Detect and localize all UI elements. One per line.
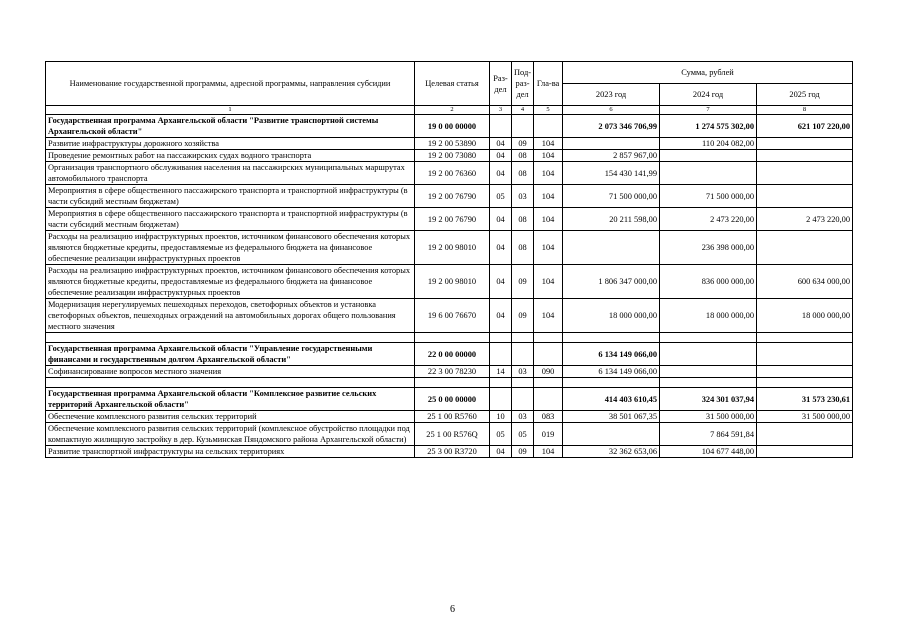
header-row xyxy=(46,62,853,84)
subsidy-name: Проведение ремонтных работ на пассажирских судах водного транспорта xyxy=(46,150,415,162)
section-code: 04 xyxy=(490,299,512,333)
empty-cell xyxy=(490,333,512,343)
header-year-2023: 2023 год xyxy=(563,84,660,106)
header-year-2025: 2025 год xyxy=(757,84,853,106)
section-code: 04 xyxy=(490,150,512,162)
sum-2024 xyxy=(660,150,757,162)
table-row xyxy=(46,265,853,299)
program-sum-2025 xyxy=(757,343,853,366)
subsidy-name: Расходы на реализацию инфраструктурных проектов, источником финансового обеспечения которых являются бюджетные кредиты, предоставляемые из федерального бюджета на финансовое обеспечение реализации инфраструктурных проектов xyxy=(46,265,415,299)
table-body xyxy=(46,62,853,458)
subsidy-name: Модернизация нерегулируемых пешеходных переходов, светофорных объектов и установка светофорных объектов, пешеходных ограждений на автомобильных дорогах общего пользования местного значения xyxy=(46,299,415,333)
sum-2024: 104 677 448,00 xyxy=(660,446,757,458)
sum-2024 xyxy=(660,366,757,378)
empty-cell xyxy=(660,378,757,388)
program-row xyxy=(46,388,853,411)
table-row xyxy=(46,208,853,231)
column-number-row xyxy=(46,106,853,115)
empty-cell xyxy=(534,333,563,343)
program-subsection xyxy=(512,115,534,138)
target-code: 19 2 00 73080 xyxy=(415,150,490,162)
col-number: 4 xyxy=(512,106,534,115)
subsection-code: 08 xyxy=(512,162,534,185)
chapter-code: 104 xyxy=(534,185,563,208)
sum-2025 xyxy=(757,162,853,185)
empty-cell xyxy=(757,333,853,343)
sum-2023: 38 501 067,35 xyxy=(563,411,660,423)
subsection-code: 09 xyxy=(512,265,534,299)
col-number: 1 xyxy=(46,106,415,115)
program-sum-2024: 1 274 575 302,00 xyxy=(660,115,757,138)
header-target: Целевая статья xyxy=(415,62,490,106)
program-name: Государственная программа Архангельской области "Развитие транспортной системы Архангельской области" xyxy=(46,115,415,138)
subsidy-name: Организация транспортного обслуживания населения на пассажирских муниципальных маршрутах автомобильного транспорта xyxy=(46,162,415,185)
table-row xyxy=(46,423,853,446)
sum-2023: 2 857 967,00 xyxy=(563,150,660,162)
section-code: 04 xyxy=(490,265,512,299)
section-code: 04 xyxy=(490,446,512,458)
program-sum-2024: 324 301 037,94 xyxy=(660,388,757,411)
chapter-code: 104 xyxy=(534,138,563,150)
header-subsection: Под-раз-дел xyxy=(512,62,534,106)
header-sum: Сумма, рублей xyxy=(563,62,853,84)
header-section: Раз-дел xyxy=(490,62,512,106)
sum-2024 xyxy=(660,162,757,185)
program-row xyxy=(46,115,853,138)
sum-2024: 236 398 000,00 xyxy=(660,231,757,265)
page-number: 6 xyxy=(450,604,455,615)
sum-2025: 2 473 220,00 xyxy=(757,208,853,231)
col-number: 7 xyxy=(660,106,757,115)
table-row xyxy=(46,299,853,333)
chapter-code: 104 xyxy=(534,162,563,185)
sum-2025 xyxy=(757,150,853,162)
sum-2024: 71 500 000,00 xyxy=(660,185,757,208)
subsection-code: 08 xyxy=(512,208,534,231)
budget-table xyxy=(45,61,853,458)
program-subsection xyxy=(512,388,534,411)
empty-cell xyxy=(46,333,415,343)
empty-cell xyxy=(534,378,563,388)
col-number: 2 xyxy=(415,106,490,115)
header-chapter: Гла-ва xyxy=(534,62,563,106)
subsidy-name: Расходы на реализацию инфраструктурных проектов, источником финансового обеспечения которых являются бюджетные кредиты, предоставляемые из федерального бюджета на финансовое обеспечение реализации инфраструктурных проектов xyxy=(46,231,415,265)
spacer-row xyxy=(46,378,853,388)
subsidy-name: Мероприятия в сфере общественного пассажирского транспорта и транспортной инфраструктуры (в части субсидий местным бюджетам) xyxy=(46,208,415,231)
program-section xyxy=(490,343,512,366)
program-sum-2023: 2 073 346 706,99 xyxy=(563,115,660,138)
program-chapter xyxy=(534,343,563,366)
chapter-code: 104 xyxy=(534,208,563,231)
section-code: 04 xyxy=(490,231,512,265)
target-code: 25 1 00 R576Q xyxy=(415,423,490,446)
sum-2023 xyxy=(563,231,660,265)
subsection-code: 05 xyxy=(512,423,534,446)
subsection-code: 03 xyxy=(512,185,534,208)
target-code: 19 2 00 76360 xyxy=(415,162,490,185)
sum-2024: 18 000 000,00 xyxy=(660,299,757,333)
sum-2023: 71 500 000,00 xyxy=(563,185,660,208)
target-code: 19 2 00 98010 xyxy=(415,231,490,265)
chapter-code: 104 xyxy=(534,231,563,265)
chapter-code: 090 xyxy=(534,366,563,378)
empty-cell xyxy=(415,378,490,388)
program-row xyxy=(46,343,853,366)
sum-2025 xyxy=(757,138,853,150)
sum-2025 xyxy=(757,185,853,208)
program-sum-2023: 414 403 610,45 xyxy=(563,388,660,411)
col-number: 5 xyxy=(534,106,563,115)
sum-2025 xyxy=(757,446,853,458)
chapter-code: 083 xyxy=(534,411,563,423)
subsection-code: 09 xyxy=(512,446,534,458)
subsidy-name: Обеспечение комплексного развития сельских территорий xyxy=(46,411,415,423)
sum-2025: 600 634 000,00 xyxy=(757,265,853,299)
empty-cell xyxy=(490,378,512,388)
table-row xyxy=(46,366,853,378)
section-code: 04 xyxy=(490,138,512,150)
sum-2023: 32 362 653,06 xyxy=(563,446,660,458)
empty-cell xyxy=(415,333,490,343)
sum-2023: 1 806 347 000,00 xyxy=(563,265,660,299)
empty-cell xyxy=(512,378,534,388)
sum-2024: 110 204 082,00 xyxy=(660,138,757,150)
sum-2025: 18 000 000,00 xyxy=(757,299,853,333)
subsidy-name: Развитие инфраструктуры дорожного хозяйства xyxy=(46,138,415,150)
sum-2025 xyxy=(757,231,853,265)
program-code: 25 0 00 00000 xyxy=(415,388,490,411)
target-code: 19 2 00 98010 xyxy=(415,265,490,299)
sum-2025 xyxy=(757,366,853,378)
program-section xyxy=(490,388,512,411)
table-row xyxy=(46,162,853,185)
chapter-code: 104 xyxy=(534,446,563,458)
program-code: 19 0 00 00000 xyxy=(415,115,490,138)
table-row xyxy=(46,150,853,162)
program-sum-2024 xyxy=(660,343,757,366)
program-name: Государственная программа Архангельской области "Управление государственными финансами и государственным долгом Архангельской области" xyxy=(46,343,415,366)
table-row xyxy=(46,411,853,423)
program-subsection xyxy=(512,343,534,366)
subsection-code: 03 xyxy=(512,411,534,423)
table-row xyxy=(46,138,853,150)
table-row xyxy=(46,185,853,208)
program-sum-2025: 621 107 220,00 xyxy=(757,115,853,138)
col-number: 6 xyxy=(563,106,660,115)
sum-2024: 31 500 000,00 xyxy=(660,411,757,423)
target-code: 25 1 00 R5760 xyxy=(415,411,490,423)
target-code: 19 2 00 53890 xyxy=(415,138,490,150)
target-code: 25 3 00 R3720 xyxy=(415,446,490,458)
subsidy-name: Мероприятия в сфере общественного пассажирского транспорта и транспортной инфраструктуры (в части субсидий местным бюджетам) xyxy=(46,185,415,208)
sum-2023 xyxy=(563,138,660,150)
section-code: 05 xyxy=(490,185,512,208)
empty-cell xyxy=(660,333,757,343)
table-row xyxy=(46,446,853,458)
subsidy-name: Развитие транспортной инфраструктуры на сельских территориях xyxy=(46,446,415,458)
empty-cell xyxy=(563,333,660,343)
target-code: 19 6 00 76670 xyxy=(415,299,490,333)
sum-2025: 31 500 000,00 xyxy=(757,411,853,423)
program-section xyxy=(490,115,512,138)
target-code: 22 3 00 78230 xyxy=(415,366,490,378)
program-sum-2023: 6 134 149 066,00 xyxy=(563,343,660,366)
subsection-code: 03 xyxy=(512,366,534,378)
sum-2025 xyxy=(757,423,853,446)
spacer-row xyxy=(46,333,853,343)
empty-cell xyxy=(757,378,853,388)
sum-2023: 6 134 149 066,00 xyxy=(563,366,660,378)
subsidy-name: Софинансирование вопросов местного значения xyxy=(46,366,415,378)
chapter-code: 104 xyxy=(534,265,563,299)
program-chapter xyxy=(534,115,563,138)
header-year-2024: 2024 год xyxy=(660,84,757,106)
chapter-code: 019 xyxy=(534,423,563,446)
program-chapter xyxy=(534,388,563,411)
program-code: 22 0 00 00000 xyxy=(415,343,490,366)
section-code: 04 xyxy=(490,208,512,231)
subsidy-name: Обеспечение комплексного развития сельских территорий (комплексное обустройство площадки под компактную жилищную застройку в дер. Кузьминская Пяндомского района Архангельской области) xyxy=(46,423,415,446)
sum-2024: 836 000 000,00 xyxy=(660,265,757,299)
header-name: Наименование государственной программы, адресной программы, направления субсидии xyxy=(46,62,415,106)
sum-2023: 154 430 141,99 xyxy=(563,162,660,185)
section-code: 04 xyxy=(490,162,512,185)
empty-cell xyxy=(563,378,660,388)
empty-cell xyxy=(46,378,415,388)
subsection-code: 08 xyxy=(512,150,534,162)
sum-2024: 2 473 220,00 xyxy=(660,208,757,231)
section-code: 05 xyxy=(490,423,512,446)
empty-cell xyxy=(512,333,534,343)
program-name: Государственная программа Архангельской области "Комплексное развитие сельских территорий Архангельской области" xyxy=(46,388,415,411)
subsection-code: 08 xyxy=(512,231,534,265)
col-number: 3 xyxy=(490,106,512,115)
target-code: 19 2 00 76790 xyxy=(415,185,490,208)
sum-2023 xyxy=(563,423,660,446)
sum-2023: 20 211 598,00 xyxy=(563,208,660,231)
section-code: 14 xyxy=(490,366,512,378)
sum-2024: 7 864 591,84 xyxy=(660,423,757,446)
program-sum-2025: 31 573 230,61 xyxy=(757,388,853,411)
sum-2023: 18 000 000,00 xyxy=(563,299,660,333)
table-row xyxy=(46,231,853,265)
chapter-code: 104 xyxy=(534,299,563,333)
section-code: 10 xyxy=(490,411,512,423)
col-number: 8 xyxy=(757,106,853,115)
chapter-code: 104 xyxy=(534,150,563,162)
subsection-code: 09 xyxy=(512,138,534,150)
target-code: 19 2 00 76790 xyxy=(415,208,490,231)
subsection-code: 09 xyxy=(512,299,534,333)
